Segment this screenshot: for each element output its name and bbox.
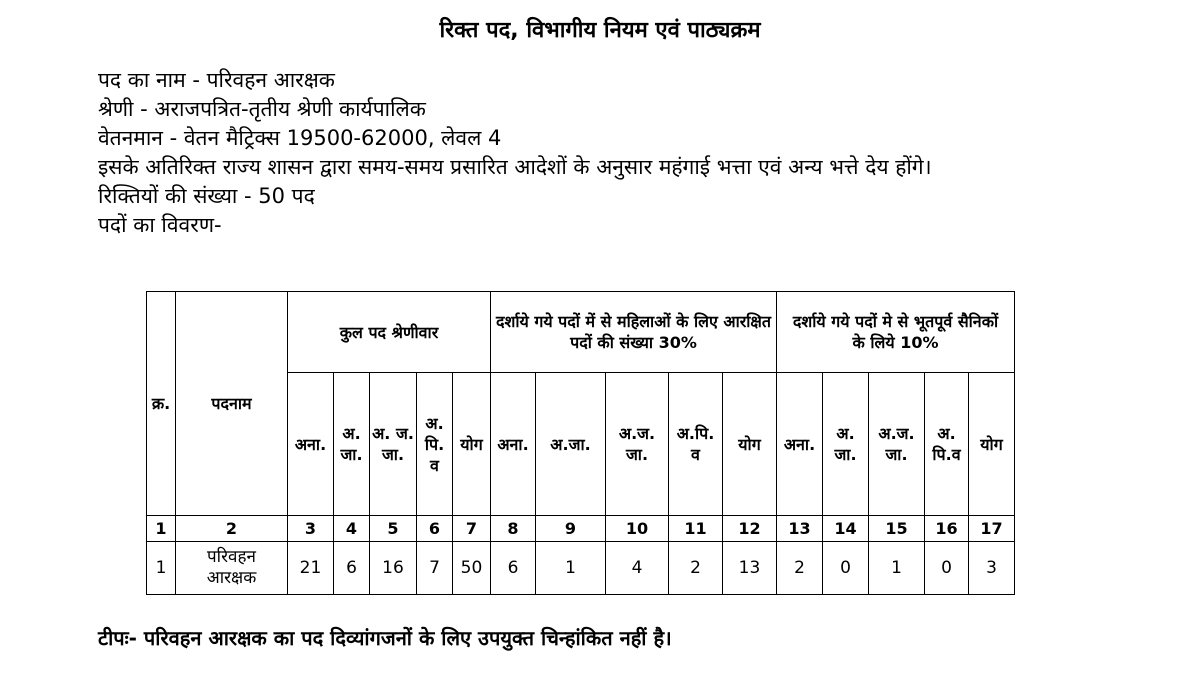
category-header: अ.पि. व [669,373,723,516]
total-posts-group-header: कुल पद श्रेणीवार [288,292,491,373]
category-header: अ. पि.व [925,373,969,516]
table-cell: 21 [288,542,334,595]
pay-scale: वेतनमान - वेतन मैट्रिक्स 19500-62000, लेवल 4 [98,126,502,150]
vacancy-table [146,291,1015,595]
column-number: 4 [334,516,370,542]
category-header: अ. पि. व [417,373,453,516]
row-serial: 1 [147,542,176,595]
column-number: 2 [176,516,288,542]
posts-details-label: पदों का विवरण- [98,213,222,237]
table-cell: 16 [370,542,417,595]
page-title: रिक्त पद, विभागीय नियम एवं पाठ्यक्रम [439,18,761,43]
category-header: अना. [491,373,536,516]
table-cell: 6 [334,542,370,595]
column-number: 10 [606,516,669,542]
category-header: योग [723,373,777,516]
category-header: अ. जा. [823,373,869,516]
column-number: 3 [288,516,334,542]
ex-servicemen-group-header: दर्शाये गये पदों मे से भूतपूर्व सैनिकों के लिये 10% [777,292,1015,373]
table-cell: 4 [606,542,669,595]
table-cell: 1 [869,542,925,595]
category-header: योग [453,373,491,516]
category-header: अ. ज. जा. [370,373,417,516]
column-number: 16 [925,516,969,542]
post-category: श्रेणी - अराजपत्रित-तृतीय श्रेणी कार्यपालिक [98,97,426,121]
row-post-name: परिवहन आरक्षक [176,542,288,595]
column-number: 17 [969,516,1015,542]
table-cell: 0 [925,542,969,595]
table-cell: 3 [969,542,1015,595]
column-number: 6 [417,516,453,542]
column-number: 1 [147,516,176,542]
table-cell: 2 [669,542,723,595]
footnote: टीपः- परिवहन आरक्षक का पद दिव्यांगजनों के लिए उपयुक्त चिन्हांकित नहीं है। [98,626,672,650]
post-info [98,66,1088,240]
category-header: अना. [288,373,334,516]
table-cell: 13 [723,542,777,595]
post-name: पद का नाम - परिवहन आरक्षक [98,68,335,92]
column-number: 9 [536,516,606,542]
post-name-header: पदनाम [176,292,288,516]
column-number: 5 [370,516,417,542]
category-header: अ. जा. [334,373,370,516]
category-header: योग [969,373,1015,516]
allowance-text: इसके अतिरिक्त राज्य शासन द्वारा समय-समय प्रसारित आदेशों के अनुसार महंगाई भत्ता एवं अन्य भत्ते देय होंगे। [98,155,932,179]
category-header: अना. [777,373,823,516]
category-header: अ.ज. जा. [869,373,925,516]
column-number: 11 [669,516,723,542]
table-cell: 50 [453,542,491,595]
column-number: 13 [777,516,823,542]
vacancy-count: रिक्तियों की संख्या - 50 पद [98,184,315,208]
column-number: 7 [453,516,491,542]
category-header: अ.जा. [536,373,606,516]
column-number-row [147,516,1015,542]
table-cell: 7 [417,542,453,595]
women-reserved-group-header: दर्शाये गये पदों में से महिलाओं के लिए आरक्षित पदों की संख्या 30% [491,292,777,373]
serial-header: क्र. [147,292,176,516]
column-number: 15 [869,516,925,542]
category-header: अ.ज. जा. [606,373,669,516]
column-number: 12 [723,516,777,542]
column-number: 8 [491,516,536,542]
table-cell: 2 [777,542,823,595]
table-cell: 1 [536,542,606,595]
table-cell: 0 [823,542,869,595]
table-row [147,542,1015,595]
column-number: 14 [823,516,869,542]
table-cell: 6 [491,542,536,595]
